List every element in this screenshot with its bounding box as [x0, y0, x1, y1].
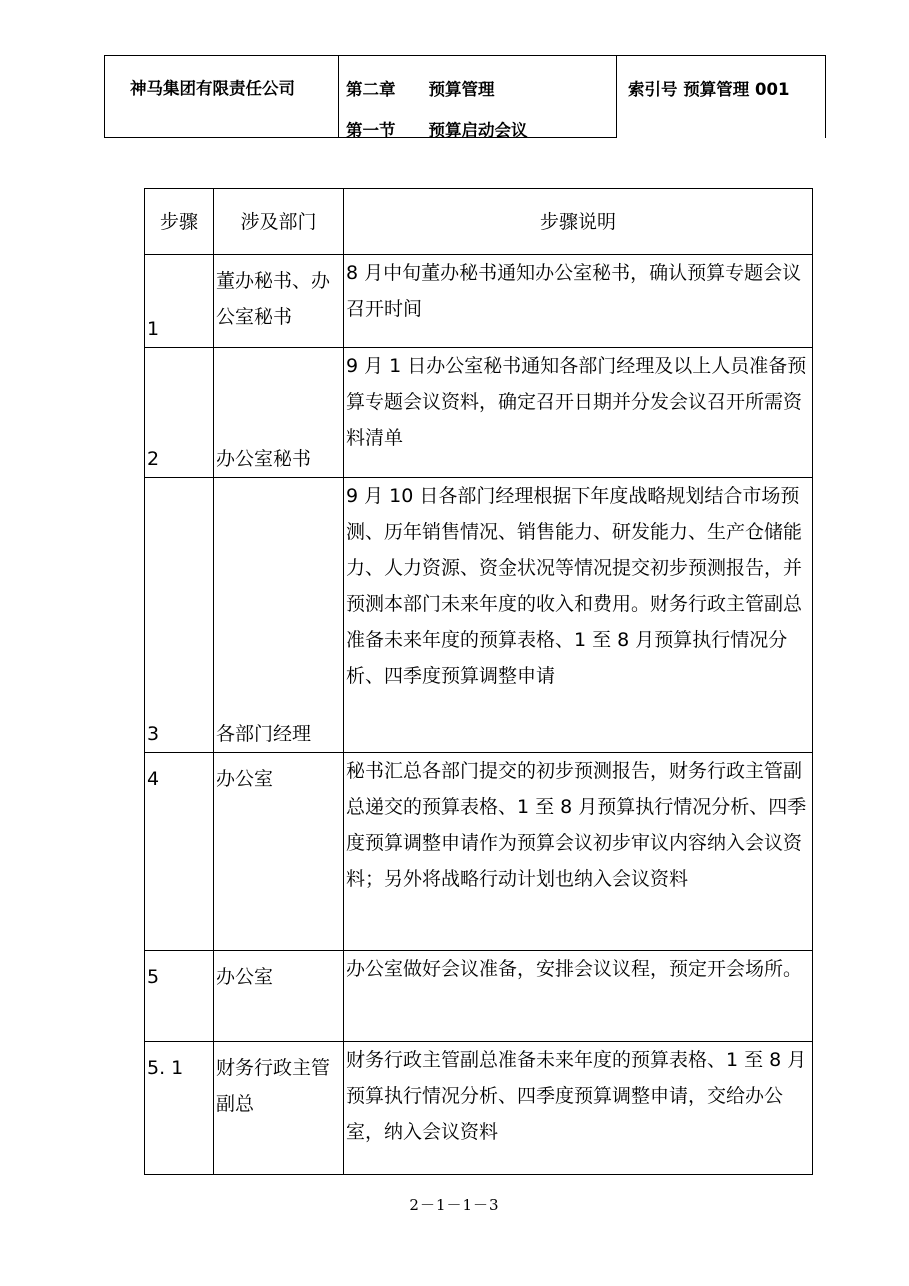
department: 各部门经理: [214, 478, 344, 753]
header-divider-1: [338, 55, 339, 138]
department: 办公室秘书: [214, 348, 344, 478]
step-number: 4: [145, 753, 214, 951]
header-right-border: [825, 55, 826, 138]
table-row: [145, 951, 813, 1042]
department: 董办秘书、办公室秘书: [214, 255, 344, 348]
step-description: 9 月 10 日各部门经理根据下年度战略规划结合市场预测、历年销售情况、销售能力、研发能力、生产仓储能力、人力资源、资金状况等情况提交初步预测报告，并预测本部门未来年度的收入和费用。财务行政主管副总准备未来年度的预算表格、1 至 8 月预算执行情况分析、四季度预算调整申请: [344, 478, 813, 753]
step-description: 办公室做好会议准备，安排会议议程，预定开会场所。: [344, 951, 813, 1042]
page-number: 2－1－1－3: [409, 1196, 500, 1214]
chapter-title: 第二章 预算管理: [346, 80, 495, 99]
column-header-description: 步骤说明: [344, 189, 813, 255]
department: 办公室: [214, 951, 344, 1042]
step-description: 9 月 1 日办公室秘书通知各部门经理及以上人员准备预算专题会议资料，确定召开日期并分发会议召开所需资料清单: [344, 348, 813, 478]
table-header-row: [145, 189, 813, 255]
step-number: 5: [145, 951, 214, 1042]
header-left-border: [104, 55, 105, 138]
step-description: 秘书汇总各部门提交的初步预测报告，财务行政主管副总递交的预算表格、1 至 8 月预算执行情况分析、四季度预算调整申请作为预算会议初步审议内容纳入会议资料；另外将战略行动计划也纳入会议资料: [344, 753, 813, 951]
section-title: 第一节 预算启动会议: [346, 121, 528, 140]
header-divider-2: [616, 55, 617, 138]
header-top-border: [104, 55, 826, 56]
company-name: 神马集团有限责任公司: [130, 79, 295, 98]
step-description: 8 月中旬董办秘书通知办公室秘书，确认预算专题会议召开时间: [344, 255, 813, 348]
table-row: [145, 1042, 813, 1175]
step-number: 2: [145, 348, 214, 478]
step-description: 财务行政主管副总准备未来年度的预算表格、1 至 8 月预算执行情况分析、四季度预算调整申请，交给办公室，纳入会议资料: [344, 1042, 813, 1175]
step-number: 5. 1: [145, 1042, 214, 1175]
document-header: [104, 55, 826, 138]
department: 办公室: [214, 753, 344, 951]
table-row: [145, 255, 813, 348]
column-header-step: 步骤: [145, 189, 214, 255]
step-number: 3: [145, 478, 214, 753]
table-row: [145, 348, 813, 478]
column-header-department: 涉及部门: [214, 189, 344, 255]
index-number: 索引号 预算管理 001: [628, 80, 790, 99]
table-row: [145, 478, 813, 753]
department: 财务行政主管副总: [214, 1042, 344, 1175]
step-number: 1: [145, 255, 214, 348]
procedure-table: [144, 188, 813, 1175]
table-row: [145, 753, 813, 951]
